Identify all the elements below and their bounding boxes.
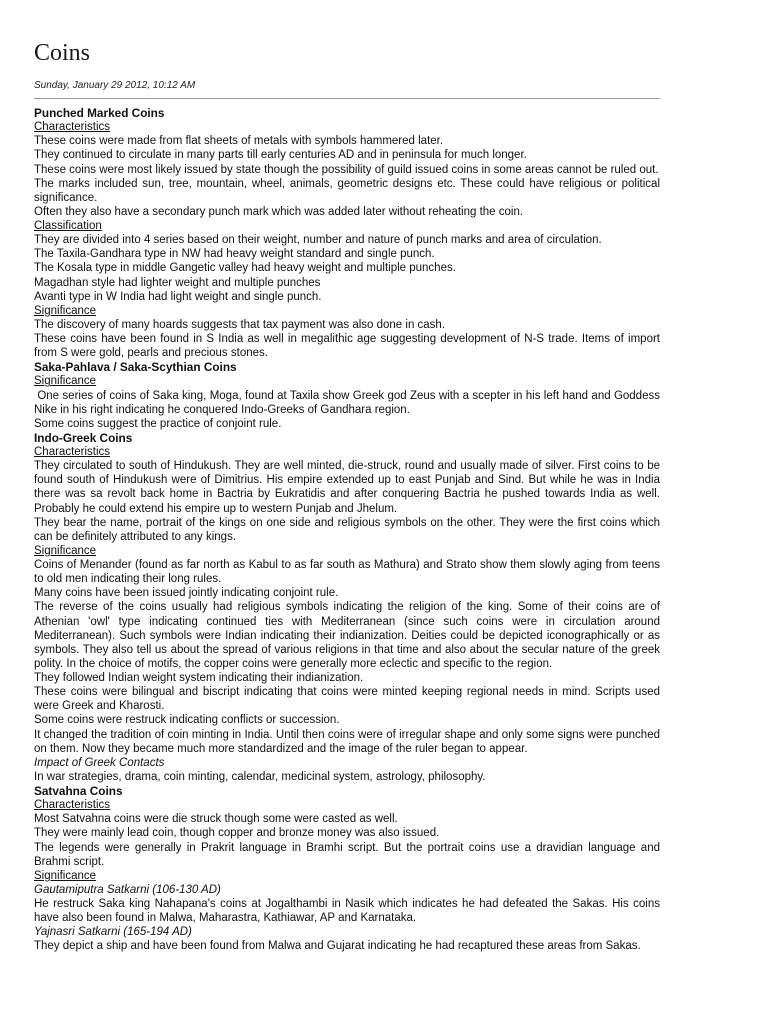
paragraph: He restruck Saka king Nahapana's coins at Jogalthambi in Nasik which indicates he had defeated the Sakas. His coins have also been found in Malwa, Maharastra, Kathiawar, AP and Karnataka. bbox=[34, 898, 660, 925]
section-heading: Satvahna Coins bbox=[34, 784, 123, 798]
subheading: Significance bbox=[34, 375, 97, 388]
title-divider bbox=[34, 98, 660, 99]
section-heading: Indo-Greek Coins bbox=[34, 430, 133, 445]
paragraph: The Taxila-Gandhara type in NW had heavy weight standard and single punch. bbox=[34, 248, 435, 261]
paragraph: Some coins were restruck indicating conflicts or succession. bbox=[34, 714, 340, 727]
section-heading: Punched Marked Coins bbox=[34, 106, 165, 120]
page-title: Coins bbox=[34, 40, 91, 66]
paragraph: These coins were bilingual and biscript indicating that coins were minted keeping regional needs in mind. Scripts used were Greek and Kharosti. bbox=[34, 686, 660, 713]
paragraph: Often they also have a secondary punch mark which was added later without reheating the coin. bbox=[34, 205, 524, 218]
paragraph: The Kosala type in middle Gangetic valley had heavy weight and multiple punches. bbox=[34, 262, 456, 275]
paragraph: They followed Indian weight system indicating their indianization. bbox=[34, 672, 364, 684]
paragraph: Most Satvahna coins were die struck though some were casted as well. bbox=[34, 813, 398, 826]
page-date: Sunday, January 29 2012, 10:12 AM bbox=[34, 80, 196, 91]
paragraph: It changed the tradition of coin minting in India. Until then coins were of irregular shape and only some signs were punched on them. Now they became much more standardized and the image of the ruler began to appear. bbox=[34, 728, 660, 755]
paragraph: Coins of Menander (found as far north as Kabul to as far south as Mathura) and Strato show them slowly aging from teens to old men indicating their long rules. bbox=[34, 559, 660, 586]
paragraph: They bear the name, portrait of the kings on one side and religious symbols on the other. They were the first coins which can be definitely attributed to any kings. bbox=[34, 516, 660, 543]
paragraph: These coins have been found in S India as well in megalithic age suggesting development of N-S trade. Items of import from S were gold, pearls and precious stones. bbox=[34, 333, 660, 360]
italic-heading: Yajnasri Satkarni (165-194 AD) bbox=[34, 926, 192, 939]
subheading: Classification bbox=[34, 220, 102, 232]
subheading: Characteristics bbox=[34, 446, 111, 458]
paragraph: The reverse of the coins usually had religious symbols indicating the religion of the king. Some of their coins are of Athenian 'owl' type indicating continued ties with Mediterranean (since such coins were in circulation around Mediterranean). Such symbols were Indian indicating their indianization. Deities could be depicted iconographically or as symbols. They also tell us about the spread of various religions in that time and also about the secular nature of the greek polity. In the choice of motifs, the copper coins were generally more eclectic and specific to the region. bbox=[34, 601, 660, 670]
paragraph: In war strategies, drama, coin minting, calendar, medicinal system, astrology, philosophy. bbox=[34, 770, 486, 783]
document-body bbox=[34, 106, 664, 954]
paragraph: Many coins have been issued jointly indicating conjoint rule. bbox=[34, 587, 339, 600]
paragraph: The discovery of many hoards suggests that tax payment was also done in cash. bbox=[34, 318, 446, 331]
paragraph: The marks included sun, tree, mountain, wheel, animals, geometric designs etc. These could have religious or political significance. bbox=[34, 177, 660, 204]
subheading: Significance bbox=[34, 544, 97, 557]
subheading: Significance bbox=[34, 869, 97, 882]
paragraph: They depict a ship and have been found from Malwa and Gujarat indicating he had recaptured these areas from Sakas. bbox=[34, 940, 641, 953]
paragraph: Some coins suggest the practice of conjoint rule. bbox=[34, 417, 282, 430]
section-heading: Saka-Pahlava / Saka-Scythian Coins bbox=[34, 360, 237, 375]
subheading: Characteristics bbox=[34, 121, 111, 134]
paragraph: One series of coins of Saka king, Moga, found at Taxila show Greek god Zeus with a scepter in his left hand and Goddess Nike in his right indicating he conquered Indo-Greeks of Gandhara region. bbox=[34, 389, 664, 416]
paragraph: They continued to circulate in many parts till early centuries AD and in peninsula for much longer. bbox=[34, 149, 527, 162]
paragraph: These coins were most likely issued by state though the possibility of guild issued coins in some areas cannot be ruled out. bbox=[34, 163, 659, 176]
paragraph: These coins were made from flat sheets of metals with symbols hammered later. bbox=[34, 135, 444, 148]
paragraph: They circulated to south of Hindukush. They are well minted, die-struck, round and usually made of silver. First coins to be found south of Hindukush were of Dimitrius. His empire extended up to east Punjab and Sind. But while he was in India there was sa revolt back home in Bactria by Eukratidis and after conquering Bactria he pushed towards India as well. Probably he could extend his empire up to western Punjab and Jhelum. bbox=[34, 460, 660, 515]
paragraph: The legends were generally in Prakrit language in Bramhi script. But the portrait coins use a dravidian language and Brahmi script. bbox=[34, 841, 660, 868]
subheading: Characteristics bbox=[34, 799, 111, 812]
paragraph: Avanti type in W India had light weight and single punch. bbox=[34, 290, 322, 303]
subheading: Significance bbox=[34, 304, 97, 317]
italic-heading: Gautamiputra Satkarni (106-130 AD) bbox=[34, 883, 221, 896]
paragraph: Magadhan style had lighter weight and multiple punches bbox=[34, 276, 321, 289]
paragraph: They were mainly lead coin, though copper and bronze money was also issued. bbox=[34, 827, 440, 840]
italic-heading: Impact of Greek Contacts bbox=[34, 756, 165, 769]
paragraph: They are divided into 4 series based on their weight, number and nature of punch marks and area of circulation. bbox=[34, 234, 602, 247]
